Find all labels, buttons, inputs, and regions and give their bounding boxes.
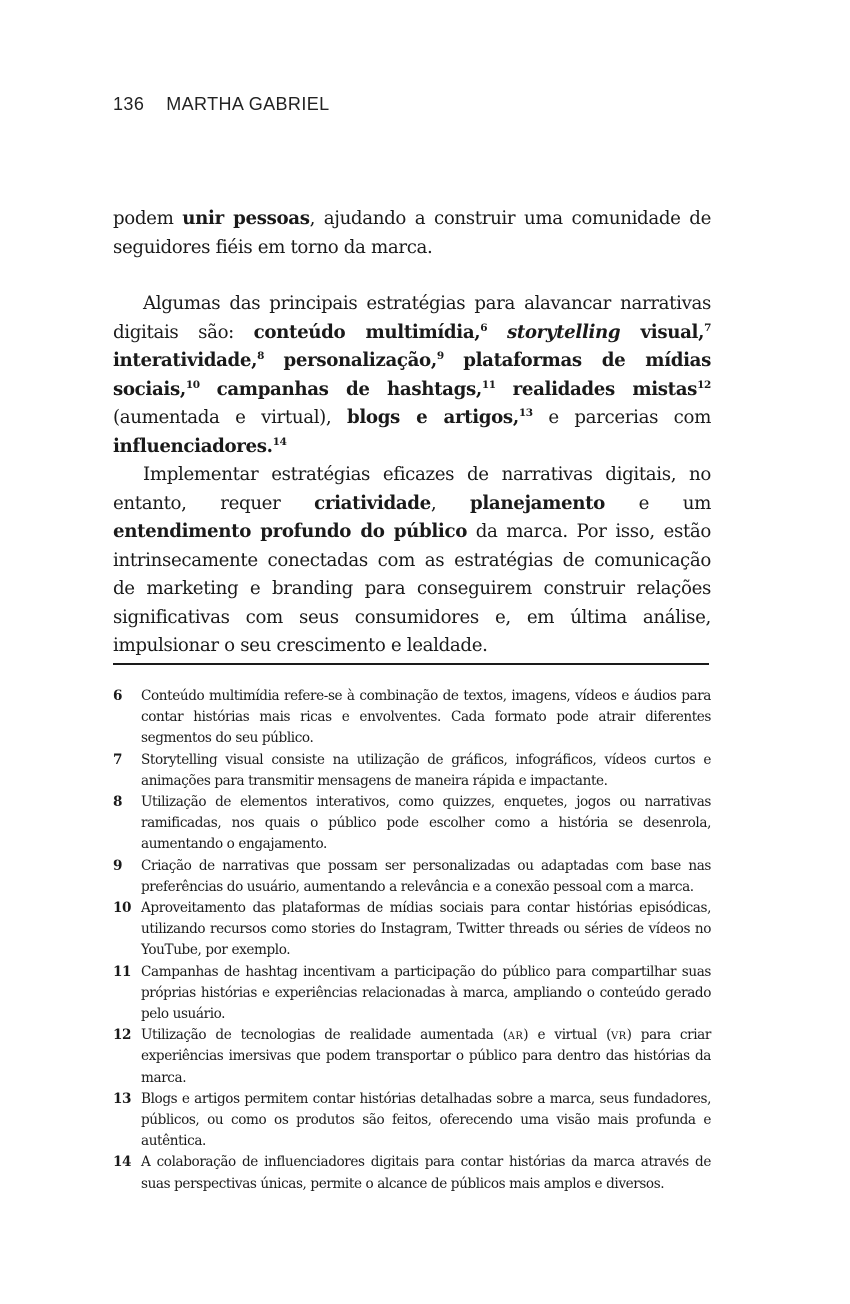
bold-term: influenciadores. (113, 435, 273, 457)
footnote-text: Criação de narrativas que possam ser personalizadas ou adaptadas com base nas preferências do usuário, aumentando a relevância e a conexão pessoal com a marca. (141, 857, 711, 895)
footnote-text: ) para criar experiências imersivas que podem transportar o público para dentro das histórias da marca. (141, 1027, 711, 1086)
footnote-number: 7 (113, 751, 123, 768)
footnote-12 (113, 1025, 711, 1089)
footnote-text: Utilização de elementos interativos, como quizzes, enquetes, jogos ou narrativas ramificadas, nos quais o público pode escolher como a história se desenrola, aumentando o engajamento. (141, 794, 711, 853)
footnote-ref[interactable]: 12 (697, 378, 711, 391)
footnote-11 (113, 962, 711, 1026)
text-run: Algumas das principais estratégias para alavancar narrativas digitais são: (113, 293, 711, 343)
footnote-number: 14 (113, 1154, 132, 1171)
bold-term: blogs e artigos, (346, 407, 519, 428)
footnote-divider (113, 663, 709, 665)
bold-term (507, 322, 704, 343)
footnote-ref[interactable]: 14 (272, 435, 287, 448)
footnote-number: 8 (113, 794, 123, 811)
italic-term: storytelling (506, 321, 621, 343)
bold-term: entendimento profundo do público (113, 521, 467, 542)
footnote-text: ) e virtual ( (523, 1027, 612, 1044)
paragraph-implementation (113, 461, 711, 661)
page-number: 136 (113, 94, 145, 114)
footnote-number: 12 (113, 1027, 132, 1044)
bold-term: criatividade (314, 492, 431, 514)
footnote-9 (113, 856, 711, 898)
footnote-6 (113, 686, 711, 750)
footnote-text: Campanhas de hashtag incentivam a participação do público para compartilhar suas próprias histórias e experiências relacionadas à marca, ampliando o conteúdo gerado pelo usuário. (141, 963, 711, 1023)
footnote-number: 6 (113, 688, 123, 704)
footnote-number: 9 (113, 857, 123, 874)
footnote-text: Blogs e artigos permitem contar histórias detalhadas sobre a marca, seus fundadores, públicos, ou como os produtos são feitos, oferecendo uma visão mais profunda e autêntica. (141, 1090, 711, 1150)
bold-term: conteúdo multimídia, (253, 321, 481, 343)
bold-term: plataformas de mídias sociais, (113, 350, 712, 400)
footnote-ref[interactable]: 10 (185, 378, 200, 391)
footnote-ref[interactable]: 13 (518, 407, 533, 419)
footnote-text: Storytelling visual consiste na utilização de gráficos, infográficos, vídeos curtos e animações para transmitir mensagens de maneira rápida e impactante. (141, 751, 711, 789)
abbreviation: ar (507, 1027, 524, 1044)
text-run: visual, (620, 321, 705, 343)
paragraph-strategies (113, 290, 711, 461)
footnote-number: 10 (113, 900, 132, 917)
footnote-ref[interactable]: 8 (257, 350, 265, 362)
footnote-7 (113, 750, 711, 792)
footnote-14 (113, 1152, 711, 1194)
bold-term: campanhas de hashtags, (216, 378, 482, 400)
footnote-number: 11 (113, 963, 132, 980)
text-run: da marca. Por isso, estão intrinsecamente conectadas com as estratégias de comunicação de marketing e branding para conseguirem construir relações significativas com seus consumidores e, em última análise, impulsionar o seu crescimento e lealdade. (113, 521, 711, 656)
text-run: e parcerias com (532, 407, 711, 428)
footnote-ref[interactable]: 6 (480, 321, 488, 334)
footnote-text: A colaboração de influenciadores digitais para contar histórias da marca através de suas perspectivas únicas, permite o alcance de públicos mais amplos e diversos. (141, 1154, 711, 1192)
author-name: MARTHA GABRIEL (166, 94, 330, 114)
bold-term: unir pessoas (182, 208, 310, 229)
text-run: podem (113, 208, 183, 229)
footnote-10 (113, 898, 711, 962)
text-run: , (430, 492, 470, 514)
text-run: , ajudando a construir uma comunidade de seguidores fiéis em torno da marca. (113, 208, 711, 258)
footnote-ref[interactable]: 9 (436, 350, 444, 362)
text-run: e um (604, 492, 711, 514)
bold-term: realidades mistas (512, 378, 698, 400)
bold-term: planejamento (469, 492, 605, 514)
abbreviation: vr (611, 1027, 627, 1044)
bold-term: interatividade, (113, 350, 258, 371)
main-text (113, 205, 711, 661)
footnote-ref[interactable]: 7 (704, 321, 712, 334)
footnote-number: 13 (113, 1090, 132, 1107)
footnote-text: Aproveitamento das plataformas de mídias sociais para contar histórias episódicas, utilizando recursos como stories do Instagram, Twitter threads ou séries de vídeos no YouTube, por exemplo. (141, 900, 711, 959)
text-run: (aumentada e virtual), (113, 407, 347, 428)
footnote-ref[interactable]: 11 (481, 378, 496, 391)
running-header (113, 94, 330, 115)
footnote-text: Utilização de tecnologias de realidade aumentada ( (141, 1027, 508, 1044)
footnote-13 (113, 1089, 711, 1153)
footnote-8 (113, 792, 711, 856)
footnote-text: Conteúdo multimídia refere-se à combinação de textos, imagens, vídeos e áudios para contar histórias mais ricas e envolventes. Cada formato pode atrair diferentes segmentos do seu público. (141, 688, 711, 747)
text-run: Implementar estratégias eficazes de narrativas digitais, no entanto, requer (113, 464, 711, 514)
bold-term: personalização, (283, 350, 437, 371)
footnotes (113, 686, 711, 1195)
paragraph-continued (113, 205, 711, 262)
